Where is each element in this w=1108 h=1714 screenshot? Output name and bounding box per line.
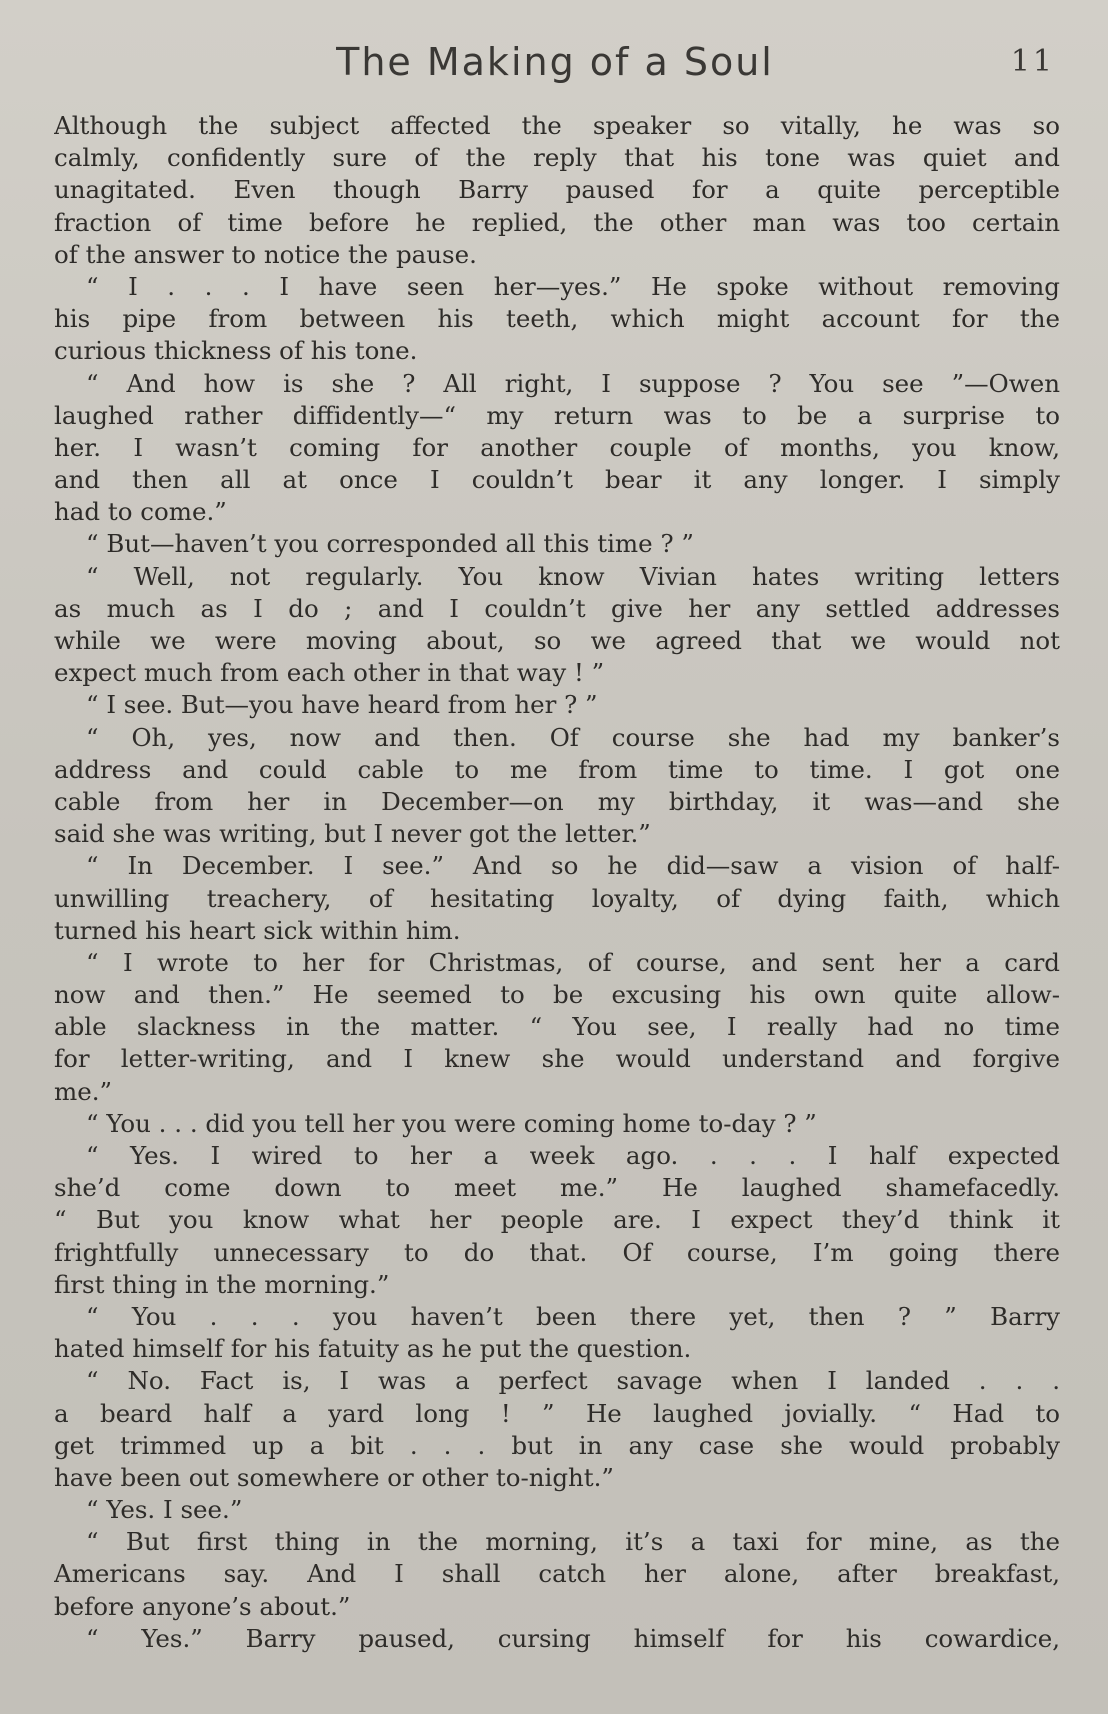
text-line: “ You . . . you haven’t been there yet, then ? ” Barry	[86, 1301, 1060, 1331]
page-header	[55, 40, 1055, 90]
text-line: a beard half a yard long ! ” He laughed jovially. “ Had to	[54, 1398, 1060, 1428]
text-line: she’d come down to meet me.” He laughed shamefacedly.	[54, 1173, 1060, 1203]
text-line: for letter-writing, and I knew she would understand and forgive	[54, 1044, 1060, 1074]
text-line: unwilling treachery, of hesitating loyalty, of dying faith, which	[54, 883, 1060, 913]
text-line: “ But first thing in the morning, it’s a taxi for mine, as the	[86, 1527, 1060, 1557]
text-line: before anyone’s about.”	[54, 1591, 351, 1621]
text-line: Americans say. And I shall catch her alone, after breakfast,	[54, 1559, 1060, 1589]
text-line: cable from her in December—on my birthday, it was—and she	[54, 786, 1060, 816]
text-line: address and could cable to me from time to time. I got one	[54, 754, 1060, 784]
text-line: while we were moving about, so we agreed that we would not	[54, 626, 1060, 655]
text-line: said she was writing, but I never got the letter.”	[54, 819, 651, 849]
text-line: “ I see. But—you have heard from her ? ”	[86, 690, 598, 720]
text-line: “ I . . . I have seen her—yes.” He spoke without removing	[86, 271, 1060, 301]
text-line: have been out somewhere or other to-night.”	[54, 1462, 614, 1492]
body-text	[54, 110, 1060, 1655]
text-line: Although the subject affected the speaker so vitally, he was so	[54, 111, 1060, 140]
text-line: had to come.”	[54, 497, 227, 527]
text-line: expect much from each other in that way ! ”	[54, 658, 605, 688]
text-line: “ Oh, yes, now and then. Of course she had my banker’s	[86, 722, 1060, 752]
text-line: able slackness in the matter. “ You see, I really had no time	[54, 1012, 1060, 1042]
text-line: of the answer to notice the pause.	[54, 239, 477, 269]
text-line: unagitated. Even though Barry paused for a quite perceptible	[54, 175, 1060, 205]
text-line: me.”	[54, 1076, 113, 1106]
text-line: “ No. Fact is, I was a perfect savage when I landed . . .	[86, 1366, 1060, 1396]
page-number: 11	[1010, 44, 1055, 79]
text-line: now and then.” He seemed to be excusing his own quite allow-	[54, 980, 1060, 1010]
text-line: “ But—haven’t you corresponded all this time ? ”	[86, 529, 694, 559]
text-line: first thing in the morning.”	[54, 1269, 390, 1299]
text-line: “ I wrote to her for Christmas, of course, and sent her a card	[86, 947, 1060, 977]
text-line: “ In December. I see.” And so he did—saw a vision of half-	[86, 851, 1060, 881]
running-title: The Making of a Soul	[336, 40, 774, 84]
text-line: calmly, confidently sure of the reply that his tone was quiet and	[54, 143, 1060, 173]
text-line: “ Yes. I see.”	[86, 1495, 243, 1525]
text-line: turned his heart sick within him.	[54, 915, 461, 945]
text-line: “ Yes.” Barry paused, cursing himself for his cowardice,	[86, 1623, 1060, 1653]
text-line: her. I wasn’t coming for another couple of months, you know,	[54, 432, 1060, 462]
text-line: and then all at once I couldn’t bear it any longer. I simply	[54, 465, 1060, 495]
text-line: “ Well, not regularly. You know Vivian hates writing letters	[86, 561, 1060, 591]
text-line: as much as I do ; and I couldn’t give her any settled addresses	[54, 593, 1060, 623]
text-line: get trimmed up a bit . . . but in any case she would probably	[54, 1430, 1060, 1460]
text-line: “ But you know what her people are. I expect they’d think it	[54, 1205, 1060, 1235]
text-line: hated himself for his fatuity as he put the question.	[54, 1334, 692, 1364]
text-line: curious thickness of his tone.	[54, 336, 418, 366]
text-line: “ Yes. I wired to her a week ago. . . . I half expected	[86, 1141, 1060, 1170]
text-line: “ And how is she ? All right, I suppose ? You see ”—Owen	[86, 368, 1060, 398]
text-line: frightfully unnecessary to do that. Of course, I’m going there	[54, 1237, 1060, 1267]
text-line: fraction of time before he replied, the other man was too certain	[54, 207, 1060, 237]
text-line: his pipe from between his teeth, which might account for the	[54, 304, 1060, 334]
text-line: “ You . . . did you tell her you were coming home to-day ? ”	[86, 1108, 817, 1138]
text-line: laughed rather diffidently—“ my return was to be a surprise to	[54, 400, 1060, 430]
